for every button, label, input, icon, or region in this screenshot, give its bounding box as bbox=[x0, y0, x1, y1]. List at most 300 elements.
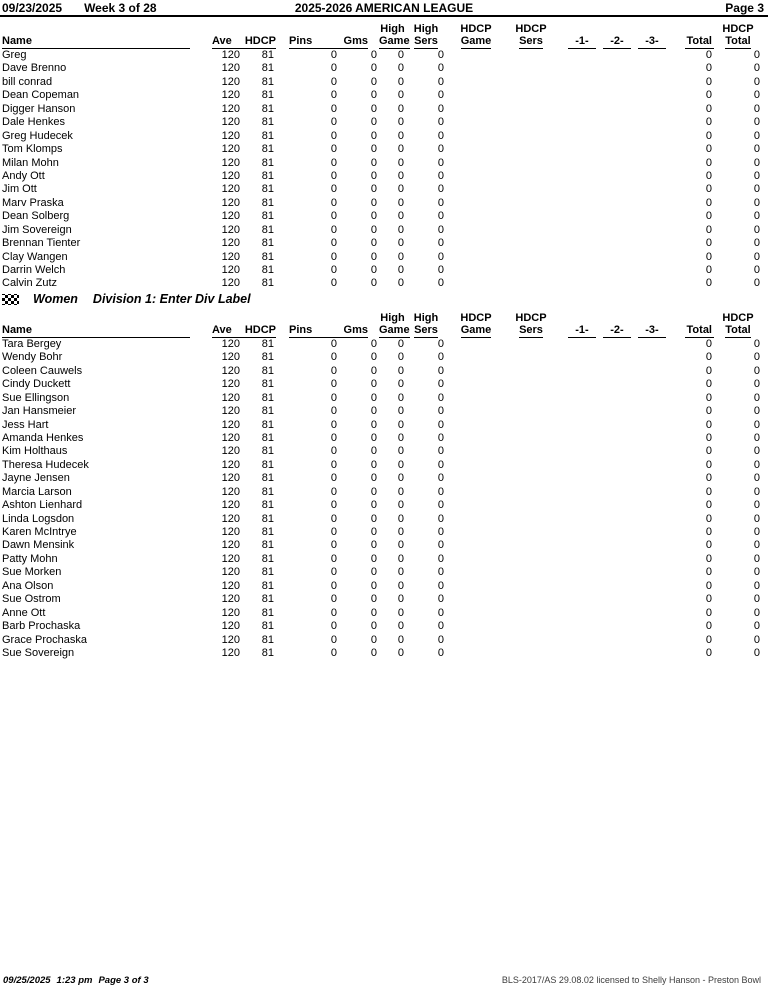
stat-high-game: 0 bbox=[397, 512, 404, 525]
stat-hdcp-sers bbox=[506, 566, 556, 579]
footer-print-time: 1:23 pm bbox=[56, 975, 93, 986]
table-row bbox=[2, 89, 762, 102]
table-row bbox=[2, 553, 762, 566]
stat-game1 bbox=[556, 593, 597, 606]
roster-table-women bbox=[2, 313, 762, 661]
stat-hdcp-total: 0 bbox=[753, 512, 760, 525]
stat-game1 bbox=[556, 251, 597, 264]
stat-hdcp: 81 bbox=[261, 566, 274, 579]
stat-high-sers: 0 bbox=[437, 129, 444, 142]
stat-hdcp-total: 0 bbox=[753, 472, 760, 485]
stat-hdcp: 81 bbox=[261, 156, 274, 169]
stat-hdcp-total: 0 bbox=[753, 196, 760, 209]
stat-hdcp-game bbox=[446, 620, 506, 633]
stat-ave: 120 bbox=[221, 378, 240, 391]
stat-high-game: 0 bbox=[397, 196, 404, 209]
stat-total: 0 bbox=[705, 210, 712, 223]
stat-gms: 0 bbox=[370, 566, 377, 579]
stat-game2 bbox=[597, 432, 632, 445]
stat-hdcp-total: 0 bbox=[753, 169, 760, 182]
stat-game2 bbox=[597, 103, 632, 116]
player-name: Calvin Zutz bbox=[2, 277, 58, 290]
stat-hdcp-game bbox=[446, 143, 506, 156]
stat-pins: 0 bbox=[330, 579, 337, 592]
player-name: Greg Hudecek bbox=[2, 129, 73, 142]
stat-game2 bbox=[597, 351, 632, 364]
player-name: bill conrad bbox=[2, 75, 53, 88]
stat-total: 0 bbox=[705, 418, 712, 431]
stat-total: 0 bbox=[705, 472, 712, 485]
stat-hdcp-sers bbox=[506, 170, 556, 183]
stat-game2 bbox=[597, 183, 632, 196]
stat-game2 bbox=[597, 634, 632, 647]
stat-hdcp-game bbox=[446, 103, 506, 116]
stat-game2 bbox=[597, 539, 632, 552]
player-name: Jess Hart bbox=[2, 418, 49, 431]
stat-hdcp: 81 bbox=[261, 526, 274, 539]
stat-game3 bbox=[632, 566, 667, 579]
table-row bbox=[2, 365, 762, 378]
stat-pins: 0 bbox=[330, 49, 337, 62]
player-name: Dale Henkes bbox=[2, 116, 65, 129]
player-name: Coleen Cauwels bbox=[2, 364, 83, 377]
stat-game3 bbox=[632, 76, 667, 89]
stat-high-game: 0 bbox=[397, 264, 404, 277]
stat-high-game: 0 bbox=[397, 49, 404, 62]
stat-ave: 120 bbox=[221, 337, 240, 350]
table-row bbox=[2, 378, 762, 391]
stat-hdcp: 81 bbox=[261, 472, 274, 485]
stat-high-sers: 0 bbox=[437, 116, 444, 129]
stat-game1 bbox=[556, 89, 597, 102]
stat-high-sers: 0 bbox=[437, 579, 444, 592]
stat-gms: 0 bbox=[370, 646, 377, 659]
stat-gms: 0 bbox=[370, 405, 377, 418]
stat-hdcp: 81 bbox=[261, 129, 274, 142]
stat-hdcp-game bbox=[446, 89, 506, 102]
stat-game1 bbox=[556, 553, 597, 566]
player-name: Dean Solberg bbox=[2, 210, 70, 223]
stat-game1 bbox=[556, 103, 597, 116]
stat-game3 bbox=[632, 634, 667, 647]
stat-game2 bbox=[597, 210, 632, 223]
stat-high-sers: 0 bbox=[437, 143, 444, 156]
table-row bbox=[2, 607, 762, 620]
stat-game2 bbox=[597, 49, 632, 62]
stat-game3 bbox=[632, 486, 667, 499]
stat-hdcp-sers bbox=[506, 539, 556, 552]
stat-ave: 120 bbox=[221, 196, 240, 209]
stat-game3 bbox=[632, 224, 667, 237]
stat-high-game: 0 bbox=[397, 593, 404, 606]
stat-total: 0 bbox=[705, 445, 712, 458]
stat-gms: 0 bbox=[370, 606, 377, 619]
player-name: Sue Ellingson bbox=[2, 391, 70, 404]
stat-hdcp-game bbox=[446, 539, 506, 552]
stat-hdcp-total: 0 bbox=[753, 49, 760, 62]
stat-hdcp-total: 0 bbox=[753, 445, 760, 458]
column-header-row-top bbox=[2, 24, 762, 35]
stat-pins: 0 bbox=[330, 566, 337, 579]
stat-ave: 120 bbox=[221, 156, 240, 169]
stat-high-sers: 0 bbox=[437, 156, 444, 169]
stat-hdcp-game bbox=[446, 526, 506, 539]
stat-high-sers: 0 bbox=[437, 593, 444, 606]
stat-hdcp-total: 0 bbox=[753, 237, 760, 250]
stat-game3 bbox=[632, 526, 667, 539]
stat-high-game: 0 bbox=[397, 431, 404, 444]
stat-hdcp: 81 bbox=[261, 445, 274, 458]
stat-hdcp-total: 0 bbox=[753, 552, 760, 565]
stat-game3 bbox=[632, 513, 667, 526]
table-row bbox=[2, 143, 762, 156]
stat-hdcp-sers bbox=[506, 210, 556, 223]
player-name: Jan Hansmeier bbox=[2, 405, 76, 418]
stat-game2 bbox=[597, 378, 632, 391]
stat-high-sers: 0 bbox=[437, 62, 444, 75]
stat-hdcp-game bbox=[446, 130, 506, 143]
player-name: Andy Ott bbox=[2, 169, 45, 182]
stat-hdcp-game bbox=[446, 157, 506, 170]
stat-hdcp-total: 0 bbox=[753, 250, 760, 263]
stat-game3 bbox=[632, 89, 667, 102]
stat-ave: 120 bbox=[221, 606, 240, 619]
stat-game1 bbox=[556, 264, 597, 277]
stat-total: 0 bbox=[705, 337, 712, 350]
table-row bbox=[2, 566, 762, 579]
stat-high-game: 0 bbox=[397, 418, 404, 431]
stat-gms: 0 bbox=[370, 620, 377, 633]
stat-hdcp-sers bbox=[506, 499, 556, 512]
division-label: Division 1: Enter Div Label bbox=[92, 292, 251, 307]
player-name: Theresa Hudecek bbox=[2, 458, 89, 471]
stat-pins: 0 bbox=[330, 116, 337, 129]
col-header-high-game-top: High bbox=[380, 311, 405, 324]
stat-high-sers: 0 bbox=[437, 552, 444, 565]
stat-hdcp-sers bbox=[506, 76, 556, 89]
col-header-pins-gms: Pins Gms bbox=[289, 323, 368, 336]
stat-high-sers: 0 bbox=[437, 210, 444, 223]
stat-game1 bbox=[556, 157, 597, 170]
player-name: Karen McIntrye bbox=[2, 526, 77, 539]
stat-game1 bbox=[556, 539, 597, 552]
stat-total: 0 bbox=[705, 485, 712, 498]
stat-high-game: 0 bbox=[397, 606, 404, 619]
women-label: Women bbox=[33, 292, 78, 307]
stat-pins: 0 bbox=[330, 237, 337, 250]
stat-gms: 0 bbox=[370, 337, 377, 350]
stat-game1 bbox=[556, 338, 597, 351]
stat-hdcp-total: 0 bbox=[753, 89, 760, 102]
stat-game1 bbox=[556, 183, 597, 196]
stat-hdcp-sers bbox=[506, 580, 556, 593]
stat-hdcp-game bbox=[446, 365, 506, 378]
stat-game2 bbox=[597, 76, 632, 89]
col-header-hdcp-total: Total bbox=[725, 35, 751, 47]
stat-hdcp: 81 bbox=[261, 62, 274, 75]
stat-hdcp-sers bbox=[506, 526, 556, 539]
stat-game1 bbox=[556, 210, 597, 223]
stat-pins: 0 bbox=[330, 364, 337, 377]
stat-hdcp-sers bbox=[506, 351, 556, 364]
stat-ave: 120 bbox=[221, 646, 240, 659]
col-header-game3: -3- bbox=[638, 324, 666, 338]
table-row bbox=[2, 526, 762, 539]
stat-high-sers: 0 bbox=[437, 102, 444, 115]
stat-hdcp-game bbox=[446, 459, 506, 472]
col-header-high-game: Game bbox=[379, 323, 410, 336]
player-name: Dean Copeman bbox=[2, 89, 80, 102]
stat-game1 bbox=[556, 607, 597, 620]
stat-game3 bbox=[632, 365, 667, 378]
stat-game1 bbox=[556, 197, 597, 210]
stat-high-game: 0 bbox=[397, 378, 404, 391]
stat-high-sers: 0 bbox=[437, 277, 444, 290]
stat-game1 bbox=[556, 459, 597, 472]
stat-high-game: 0 bbox=[397, 223, 404, 236]
stat-hdcp-sers bbox=[506, 607, 556, 620]
player-name: Clay Wangen bbox=[2, 250, 68, 263]
stat-high-game: 0 bbox=[397, 445, 404, 458]
stat-hdcp-sers bbox=[506, 593, 556, 606]
stat-hdcp: 81 bbox=[261, 499, 274, 512]
stat-high-sers: 0 bbox=[437, 223, 444, 236]
stat-hdcp-game bbox=[446, 405, 506, 418]
stat-game2 bbox=[597, 499, 632, 512]
stat-hdcp-total: 0 bbox=[753, 593, 760, 606]
player-name: Grace Prochaska bbox=[2, 633, 87, 646]
stat-gms: 0 bbox=[370, 210, 377, 223]
stat-game2 bbox=[597, 237, 632, 250]
stat-hdcp: 81 bbox=[261, 458, 274, 471]
stat-high-sers: 0 bbox=[437, 49, 444, 62]
stat-game1 bbox=[556, 566, 597, 579]
stat-hdcp: 81 bbox=[261, 264, 274, 277]
stat-hdcp-sers bbox=[506, 553, 556, 566]
table-row bbox=[2, 76, 762, 89]
stat-gms: 0 bbox=[370, 472, 377, 485]
table-row bbox=[2, 351, 762, 364]
stat-game3 bbox=[632, 157, 667, 170]
stat-hdcp-sers bbox=[506, 130, 556, 143]
stat-high-game: 0 bbox=[397, 552, 404, 565]
stat-game2 bbox=[597, 459, 632, 472]
player-name: Marv Praska bbox=[2, 196, 64, 209]
table-row bbox=[2, 251, 762, 264]
stat-hdcp: 81 bbox=[261, 646, 274, 659]
stat-gms: 0 bbox=[370, 277, 377, 290]
stat-hdcp-sers bbox=[506, 392, 556, 405]
stat-game1 bbox=[556, 76, 597, 89]
stat-high-game: 0 bbox=[397, 62, 404, 75]
stat-hdcp: 81 bbox=[261, 75, 274, 88]
stat-gms: 0 bbox=[370, 633, 377, 646]
stat-hdcp-sers bbox=[506, 251, 556, 264]
stat-pins: 0 bbox=[330, 539, 337, 552]
stat-game3 bbox=[632, 419, 667, 432]
stat-ave: 120 bbox=[221, 499, 240, 512]
stat-game1 bbox=[556, 277, 597, 290]
stat-game1 bbox=[556, 237, 597, 250]
stat-game3 bbox=[632, 264, 667, 277]
stat-hdcp: 81 bbox=[261, 431, 274, 444]
stat-ave: 120 bbox=[221, 223, 240, 236]
col-header-high-sers-top: High bbox=[413, 23, 439, 35]
col-header-high-game-top: High bbox=[380, 23, 405, 35]
table-row bbox=[2, 486, 762, 499]
player-name: Milan Mohn bbox=[2, 156, 59, 169]
stat-hdcp-game bbox=[446, 49, 506, 62]
stat-ave: 120 bbox=[221, 593, 240, 606]
stat-ave: 120 bbox=[221, 579, 240, 592]
stat-game3 bbox=[632, 338, 667, 351]
stat-ave: 120 bbox=[221, 485, 240, 498]
stat-hdcp-game bbox=[446, 486, 506, 499]
stat-game3 bbox=[632, 62, 667, 75]
stat-gms: 0 bbox=[370, 391, 377, 404]
stat-game2 bbox=[597, 62, 632, 75]
stat-game3 bbox=[632, 593, 667, 606]
stat-total: 0 bbox=[705, 143, 712, 156]
stat-high-game: 0 bbox=[397, 89, 404, 102]
stat-game3 bbox=[632, 539, 667, 552]
stat-game2 bbox=[597, 170, 632, 183]
stat-pins: 0 bbox=[330, 250, 337, 263]
stat-hdcp-game bbox=[446, 378, 506, 391]
stat-game1 bbox=[556, 445, 597, 458]
stat-total: 0 bbox=[705, 499, 712, 512]
stat-game3 bbox=[632, 210, 667, 223]
table-row bbox=[2, 210, 762, 223]
table-row bbox=[2, 49, 762, 62]
stat-hdcp: 81 bbox=[261, 49, 274, 62]
stat-hdcp-total: 0 bbox=[753, 351, 760, 364]
stat-game2 bbox=[597, 264, 632, 277]
player-name: Patty Mohn bbox=[2, 552, 58, 565]
stat-high-sers: 0 bbox=[437, 351, 444, 364]
stat-hdcp-sers bbox=[506, 513, 556, 526]
stat-total: 0 bbox=[705, 129, 712, 142]
stat-high-game: 0 bbox=[397, 156, 404, 169]
stat-pins: 0 bbox=[330, 646, 337, 659]
table-row bbox=[2, 634, 762, 647]
player-name: Kim Holthaus bbox=[2, 445, 68, 458]
stat-hdcp-sers bbox=[506, 445, 556, 458]
stat-total: 0 bbox=[705, 364, 712, 377]
stat-ave: 120 bbox=[221, 62, 240, 75]
player-name: Dave Brenno bbox=[2, 62, 67, 75]
stat-high-sers: 0 bbox=[437, 620, 444, 633]
stat-ave: 120 bbox=[221, 183, 240, 196]
player-name: Jim Sovereign bbox=[2, 223, 72, 236]
player-name: Cindy Duckett bbox=[2, 378, 71, 391]
stat-pins: 0 bbox=[330, 472, 337, 485]
col-header-hdcp-total-top: HDCP bbox=[722, 23, 754, 35]
stat-high-sers: 0 bbox=[437, 472, 444, 485]
stat-game3 bbox=[632, 392, 667, 405]
stat-game2 bbox=[597, 607, 632, 620]
player-name: Wendy Bohr bbox=[2, 351, 63, 364]
col-header-ave-hdcp: Ave HDCP bbox=[212, 35, 276, 47]
stat-game2 bbox=[597, 251, 632, 264]
table-row bbox=[2, 647, 762, 660]
col-header-hdcp-sers: Sers bbox=[519, 35, 543, 47]
stat-game3 bbox=[632, 647, 667, 660]
stat-ave: 120 bbox=[221, 391, 240, 404]
stat-hdcp-total: 0 bbox=[753, 183, 760, 196]
stat-ave: 120 bbox=[221, 552, 240, 565]
stat-game1 bbox=[556, 224, 597, 237]
stat-game3 bbox=[632, 237, 667, 250]
stat-ave: 120 bbox=[221, 264, 240, 277]
table-row bbox=[2, 237, 762, 250]
stat-hdcp: 81 bbox=[261, 378, 274, 391]
stat-hdcp: 81 bbox=[261, 210, 274, 223]
roster-women-body bbox=[2, 338, 762, 661]
stat-hdcp-sers bbox=[506, 419, 556, 432]
stat-pins: 0 bbox=[330, 606, 337, 619]
stat-hdcp: 81 bbox=[261, 183, 274, 196]
table-row bbox=[2, 264, 762, 277]
stat-game2 bbox=[597, 566, 632, 579]
player-name: Digger Hanson bbox=[2, 102, 76, 115]
stat-hdcp: 81 bbox=[261, 606, 274, 619]
stat-gms: 0 bbox=[370, 499, 377, 512]
stat-high-sers: 0 bbox=[437, 391, 444, 404]
stat-game1 bbox=[556, 472, 597, 485]
stat-game1 bbox=[556, 392, 597, 405]
stat-ave: 120 bbox=[221, 512, 240, 525]
stat-high-sers: 0 bbox=[437, 183, 444, 196]
stat-pins: 0 bbox=[330, 223, 337, 236]
col-header-name: Name bbox=[2, 324, 190, 338]
stat-game1 bbox=[556, 620, 597, 633]
page-number: Page 3 bbox=[725, 1, 764, 15]
stat-game3 bbox=[632, 607, 667, 620]
stat-game2 bbox=[597, 143, 632, 156]
col-header-hdcp-sers-top: HDCP bbox=[515, 23, 547, 35]
stat-hdcp: 81 bbox=[261, 620, 274, 633]
stat-ave: 120 bbox=[221, 169, 240, 182]
col-header-hdcp-sers: Sers bbox=[519, 323, 543, 336]
stat-high-sers: 0 bbox=[437, 378, 444, 391]
table-row bbox=[2, 62, 762, 75]
stat-total: 0 bbox=[705, 633, 712, 646]
stat-total: 0 bbox=[705, 566, 712, 579]
stat-hdcp-total: 0 bbox=[753, 620, 760, 633]
stat-pins: 0 bbox=[330, 102, 337, 115]
stat-total: 0 bbox=[705, 237, 712, 250]
stat-high-game: 0 bbox=[397, 143, 404, 156]
stat-game1 bbox=[556, 378, 597, 391]
stat-gms: 0 bbox=[370, 418, 377, 431]
stat-game2 bbox=[597, 405, 632, 418]
table-row bbox=[2, 513, 762, 526]
stat-high-game: 0 bbox=[397, 102, 404, 115]
stat-ave: 120 bbox=[221, 237, 240, 250]
player-name: Greg bbox=[2, 49, 27, 62]
stat-high-game: 0 bbox=[397, 579, 404, 592]
stat-hdcp: 81 bbox=[261, 351, 274, 364]
stat-total: 0 bbox=[705, 405, 712, 418]
table-row bbox=[2, 593, 762, 606]
stat-ave: 120 bbox=[221, 431, 240, 444]
stat-ave: 120 bbox=[221, 539, 240, 552]
report-date: 09/23/2025 bbox=[2, 1, 63, 15]
stat-ave: 120 bbox=[221, 633, 240, 646]
footer-print-info bbox=[3, 975, 149, 986]
stat-hdcp: 81 bbox=[261, 102, 274, 115]
